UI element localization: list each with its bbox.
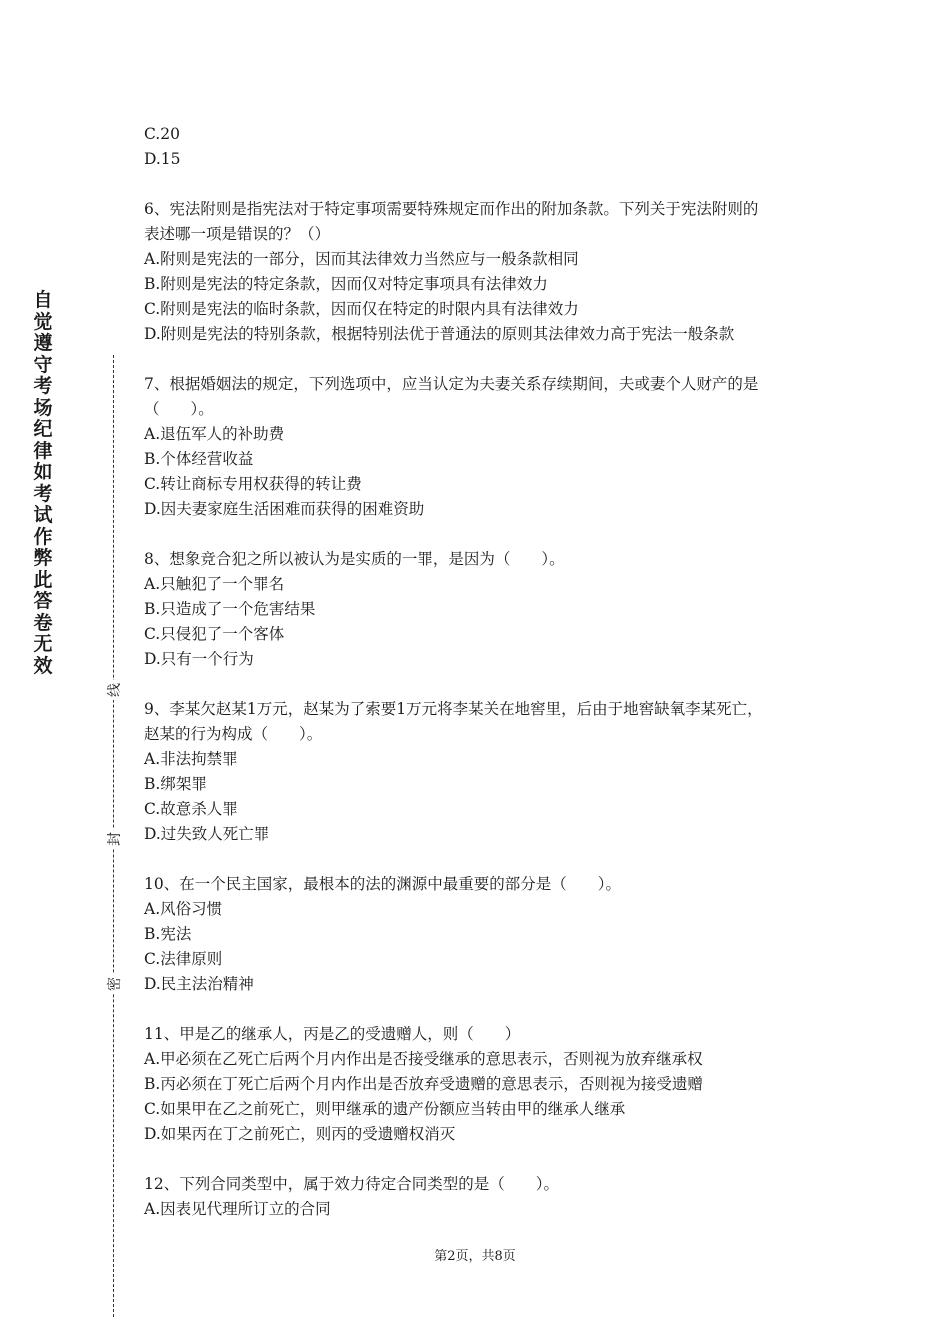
text-line: C.故意杀人罪 [144, 800, 238, 818]
text-line: C.附则是宪法的临时条款，因而仅在特定的时限内具有法律效力 [144, 300, 579, 318]
spacer [144, 172, 814, 197]
binding-mark-seal: 封 [104, 829, 124, 849]
text-line: 8、想象竞合犯之所以被认为是实质的一罪，是因为（ ）。 [144, 550, 565, 568]
text-line: 赵某的行为构成（ ）。 [144, 725, 323, 743]
text-line: C.20 [144, 125, 180, 143]
binding-mark-line: 线 [104, 680, 124, 700]
text-line: 10、在一个民主国家，最根本的法的渊源中最重要的部分是（ ）。 [144, 875, 621, 893]
text-line: C.如果甲在乙之前死亡，则甲继承的遗产份额应当转由甲的继承人继承 [144, 1100, 626, 1118]
text-line: 9、李某欠赵某1万元，赵某为了索要1万元将李某关在地窖里，后由于地窖缺氧李某死亡， [144, 700, 763, 718]
text-line: 7、根据婚姻法的规定，下列选项中，应当认定为夫妻关系存续期间，夫或妻个人财产的是 [144, 375, 759, 393]
text-line: A.附则是宪法的一部分，因而其法律效力当然应与一般条款相同 [144, 250, 579, 268]
binding-mark-secret: 密 [104, 974, 124, 994]
text-line: A.甲必须在乙死亡后两个月内作出是否接受继承的意思表示，否则视为放弃继承权 [144, 1050, 703, 1068]
spacer [144, 847, 814, 872]
text-line: 表述哪一项是错误的？（） [144, 225, 331, 243]
spacer [144, 522, 814, 547]
text-line: D.民主法治精神 [144, 975, 254, 993]
spacer [144, 347, 814, 372]
text-line: C.法律原则 [144, 950, 223, 968]
text-line: D.附则是宪法的特别条款，根据特别法优于普通法的原则其法律效力高于宪法一般条款 [144, 325, 735, 343]
text-line: D.15 [144, 150, 181, 168]
text-line: 11、甲是乙的继承人，丙是乙的受遗赠人，则（ ） [144, 1025, 521, 1043]
text-line: B.只造成了一个危害结果 [144, 600, 316, 618]
text-line: A.风俗习惯 [144, 900, 223, 918]
text-line: D.只有一个行为 [144, 650, 254, 668]
text-line: D.过失致人死亡罪 [144, 825, 270, 843]
text-line: 6、宪法附则是指宪法对于特定事项需要特殊规定而作出的附加条款。下列关于宪法附则的 [144, 200, 759, 218]
text-line: B.绑架罪 [144, 775, 207, 793]
text-line: B.附则是宪法的特定条款，因而仅对特定事项具有法律效力 [144, 275, 548, 293]
text-line: C.转让商标专用权获得的转让费 [144, 475, 362, 493]
text-line: D.如果丙在丁之前死亡，则丙的受遗赠权消灭 [144, 1125, 456, 1143]
text-line: 12、下列合同类型中，属于效力待定合同类型的是（ ）。 [144, 1175, 559, 1193]
spacer [144, 997, 814, 1022]
text-line: B.宪法 [144, 925, 192, 943]
text-line: A.因表见代理所订立的合同 [144, 1200, 331, 1218]
text-line: A.退伍军人的补助费 [144, 425, 285, 443]
text-line: C.只侵犯了一个客体 [144, 625, 285, 643]
page-footer: 第2页，共8页 [434, 1249, 516, 1264]
spacer [144, 672, 814, 697]
text-line: A.只触犯了一个罪名 [144, 575, 285, 593]
spacer [144, 1147, 814, 1172]
text-line: B.个体经营收益 [144, 450, 254, 468]
text-line: B.丙必须在丁死亡后两个月内作出是否放弃受遗赠的意思表示，否则视为接受遗赠 [144, 1075, 703, 1093]
text-line: （ ）。 [144, 400, 214, 418]
text-line: D.因夫妻家庭生活困难而获得的困难资助 [144, 500, 425, 518]
question-content [144, 122, 814, 1222]
text-line: A.非法拘禁罪 [144, 750, 238, 768]
side-warning: 自觉遵守考场纪律如考试作弊此答卷无效 [33, 289, 53, 677]
